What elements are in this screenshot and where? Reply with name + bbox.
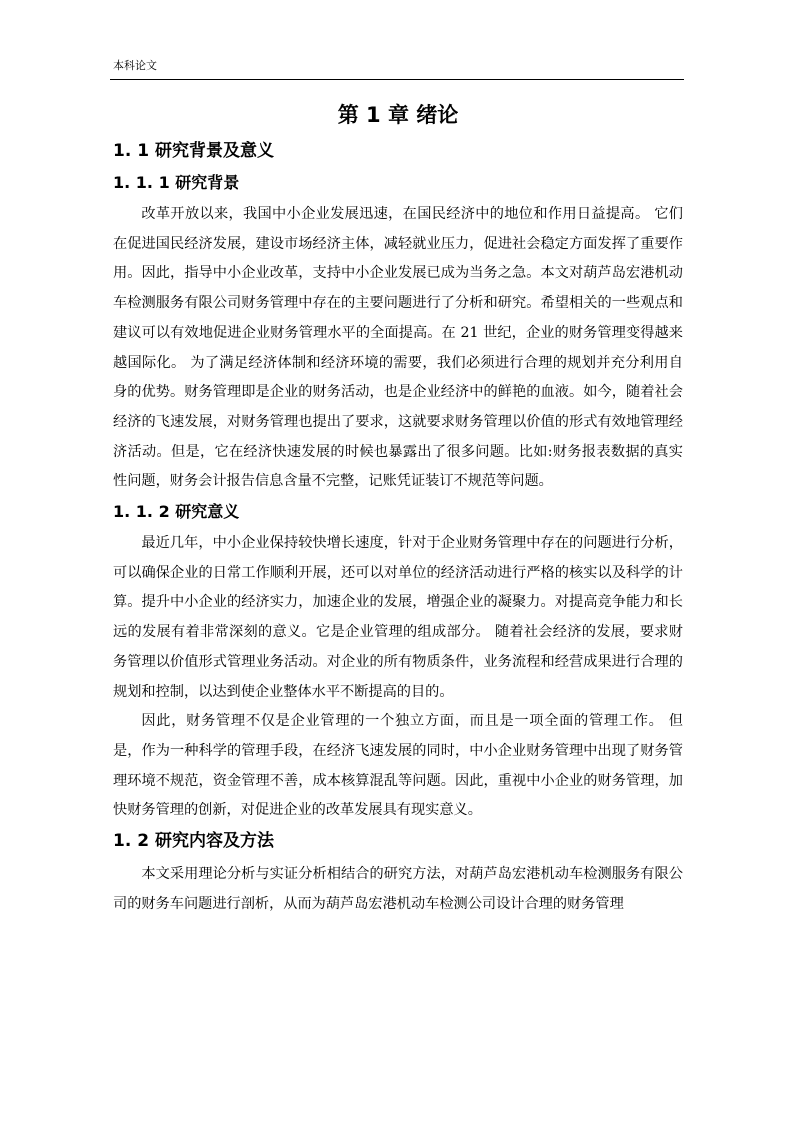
paragraph-research-background: 改革开放以来，我国中小企业发展迅速，在国民经济中的地位和作用日益提高。 它们在促进国民经济发展，建设市场经济主体，减轻就业压力，促进社会稳定方面发挥了重要作用。因此，指导中小企业改革，支持中小企业发展已成为当务之急。本文对葫芦岛宏港机动车检测服务有限公司财务管理中存在的主要问题进行了分析和研究。希望相关的一些观点和建议可以有效地促进企业财务管理水平的全面提高。在 21 世纪，企业的财务管理变得越来越国际化。 为了满足经济体制和经济环境的需要，我们必须进行合理的规划并充分利用自身的优势。财务管理即是企业的财务活动，也是企业经济中的鲜艳的血液。如今，随着社会经济的飞速发展，对财务管理也提出了要求，这就要求财务管理以价值的形式有效地管理经济活动。但是，它在经济快速发展的时候也暴露出了很多问题。比如:财务报表数据的真实性问题，财务会计报告信息含量不完整，记账凭证装订不规范等问题。 xyxy=(113,206,683,490)
paragraph-research-significance-1: 最近几年，中小企业保持较快增长速度，针对于企业财务管理中存在的问题进行分析，可以确保企业的日常工作顺利开展，还可以对单位的经济活动进行严格的核实以及科学的计算。提升中小企业的经济实力，加速企业的发展，增强企业的凝聚力。对提高竞争能力和长远的发展有着非常深刻的意义。它是企业管理的组成部分。 随着社会经济的发展，要求财务管理以价值形式管理业务活动。对企业的所有物质条件，业务流程和经营成果进行合理的规划和控制，以达到使企业整体水平不断提高的目的。 xyxy=(113,535,683,700)
paragraph-research-methods: 本文采用理论分析与实证分析相结合的研究方法，对葫芦岛宏港机动车检测服务有限公司的财务车问题进行剖析，从而为葫芦岛宏港机动车检测公司设计合理的财务管理 xyxy=(113,866,683,912)
paragraph-research-significance-2: 因此，财务管理不仅是企业管理的一个独立方面，而且是一项全面的管理工作。 但是，作为一种科学的管理手段，在经济飞速发展的同时，中小企业财务管理中出现了财务管理环境不规范，资金管理不善，成本核算混乱等问题。因此，重视中小企业的财务管理，加快财务管理的创新，对促进企业的改革发展具有现实意义。 xyxy=(113,713,683,819)
page-body xyxy=(113,98,683,919)
header-divider xyxy=(110,79,684,80)
section-heading-1-1: 1. 1 研究背景及意义 xyxy=(113,141,274,161)
section-heading-1-1-1: 1. 1. 1 研究背景 xyxy=(113,173,240,192)
section-heading-1-2: 1. 2 研究内容及方法 xyxy=(113,831,274,852)
running-header: 本科论文 xyxy=(113,59,157,72)
section-heading-1-1-2: 1. 1. 2 研究意义 xyxy=(113,502,240,522)
chapter-title: 第 1 章 绪论 xyxy=(337,103,459,127)
